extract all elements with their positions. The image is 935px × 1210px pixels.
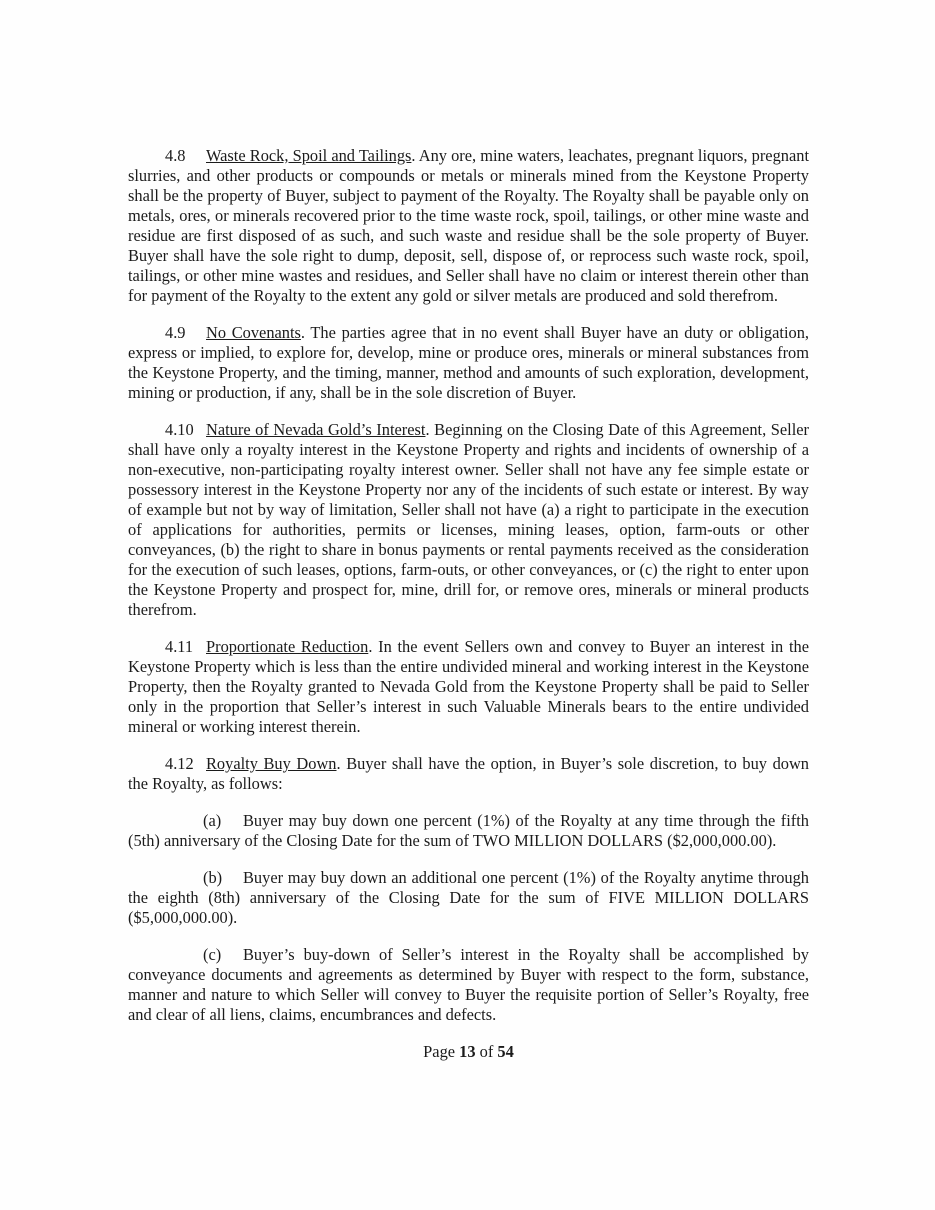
section-heading: No Covenants [206, 323, 301, 342]
section-4-9 [128, 323, 809, 403]
subsection-number: (c) [203, 945, 222, 964]
footer-of: of [479, 1042, 494, 1061]
section-heading: Royalty Buy Down [206, 754, 337, 773]
section-number: 4.10 [165, 420, 194, 439]
section-body: Beginning on the Closing Date of this Agreement, Seller shall have only a royalty interest in the Keystone Property and rights and incidents of ownership of a non-executive, non-participating royalty interest owner. Seller shall not have any fee simple estate or possessory interest in the Keystone Property nor any of the incidents of such estate or interest. By way of example but not by way of limitation, Seller shall not have (a) a right to participate in the execution of applications for authorities, permits or licenses, mining leases, option, farm-outs or other conveyances, (b) the right to share in bonus payments or rental payments received as the consideration for the execution of such leases, options, farm-outs, or other conveyances, or (c) the right to enter upon the Keystone Property and prospect for, mine, drill for, or remove ores, minerals or mineral products therefrom. [128, 420, 809, 619]
contract-text-block [128, 146, 809, 1062]
heading-period: . [368, 637, 373, 656]
subsection-c [128, 945, 809, 1025]
section-number: 4.9 [165, 323, 186, 342]
section-4-12 [128, 754, 809, 794]
section-heading: Nature of Nevada Gold’s Interest [206, 420, 426, 439]
section-4-10 [128, 420, 809, 620]
page-footer [128, 1042, 809, 1062]
section-body: Any ore, mine waters, leachates, pregnant liquors, pregnant slurries, and other products or compounds or metals or minerals mined from the Keystone Property shall be the property of Buyer, subject to payment of the Royalty. The Royalty shall be payable only on metals, ores, or minerals recovered prior to the time waste rock, spoil, tailings, or other mine waste and residue are first disposed of as such, and such waste and residue shall be the sole property of Buyer. Buyer shall have the sole right to dump, deposit, sell, dispose of, or reprocess such waste rock, spoil, tailings, or other mine wastes and residues, and Seller shall have no claim or interest therein other than for payment of the Royalty to the extent any gold or silver metals are produced and sold therefrom. [128, 146, 809, 305]
subsection-number: (a) [203, 811, 222, 830]
subsection-number: (b) [203, 868, 223, 887]
subsection-body: Buyer’s buy-down of Seller’s interest in the Royalty shall be accomplished by conveyance documents and agreements as determined by Buyer with respect to the form, substance, manner and nature to which Seller will convey to Buyer the requisite portion of Seller’s Royalty, free and clear of all liens, claims, encumbrances and defects. [128, 945, 809, 1024]
heading-period: . [336, 754, 341, 773]
section-body: Buyer shall have the option, in Buyer’s sole discretion, to buy down the Royalty, as follows: [128, 754, 810, 793]
section-4-11 [128, 637, 809, 737]
subsection-a [128, 811, 809, 851]
footer-page-number: 13 [459, 1042, 476, 1061]
heading-period: . [300, 323, 306, 342]
section-number: 4.12 [165, 754, 194, 773]
section-number: 4.11 [165, 637, 194, 656]
section-heading: Waste Rock, Spoil and Tailings [206, 146, 412, 165]
section-number: 4.8 [165, 146, 186, 165]
subsection-body: Buyer may buy down one percent (1%) of the Royalty at any time through the fifth (5th) anniversary of the Closing Date for the sum of TWO MILLION DOLLARS ($2,000,000.00). [128, 811, 809, 850]
heading-period: . [411, 146, 416, 165]
section-body: The parties agree that in no event shall Buyer have an duty or obligation, express or implied, to explore for, develop, mine or produce ores, minerals or mineral substances from the Keystone Property, and the timing, manner, method and amounts of such exploration, development, mining or production, if any, shall be in the sole discretion of Buyer. [128, 323, 809, 402]
footer-label: Page [423, 1042, 456, 1061]
heading-period: . [425, 420, 430, 439]
subsection-body: Buyer may buy down an additional one percent (1%) of the Royalty anytime through the eighth (8th) anniversary of the Closing Date for the sum of FIVE MILLION DOLLARS ($5,000,000.00). [128, 868, 809, 927]
footer-total-pages: 54 [497, 1042, 514, 1061]
section-4-8 [128, 146, 809, 306]
subsection-b [128, 868, 809, 928]
section-heading: Proportionate Reduction [206, 637, 369, 656]
section-body: In the event Sellers own and convey to Buyer an interest in the Keystone Property which is less than the entire undivided mineral and working interest in the Keystone Property, then the Royalty granted to Nevada Gold from the Keystone Property shall be paid to Seller only in the proportion that Seller’s interest in such Valuable Minerals bears to the entire undivided mineral or working interest therein. [128, 637, 809, 736]
